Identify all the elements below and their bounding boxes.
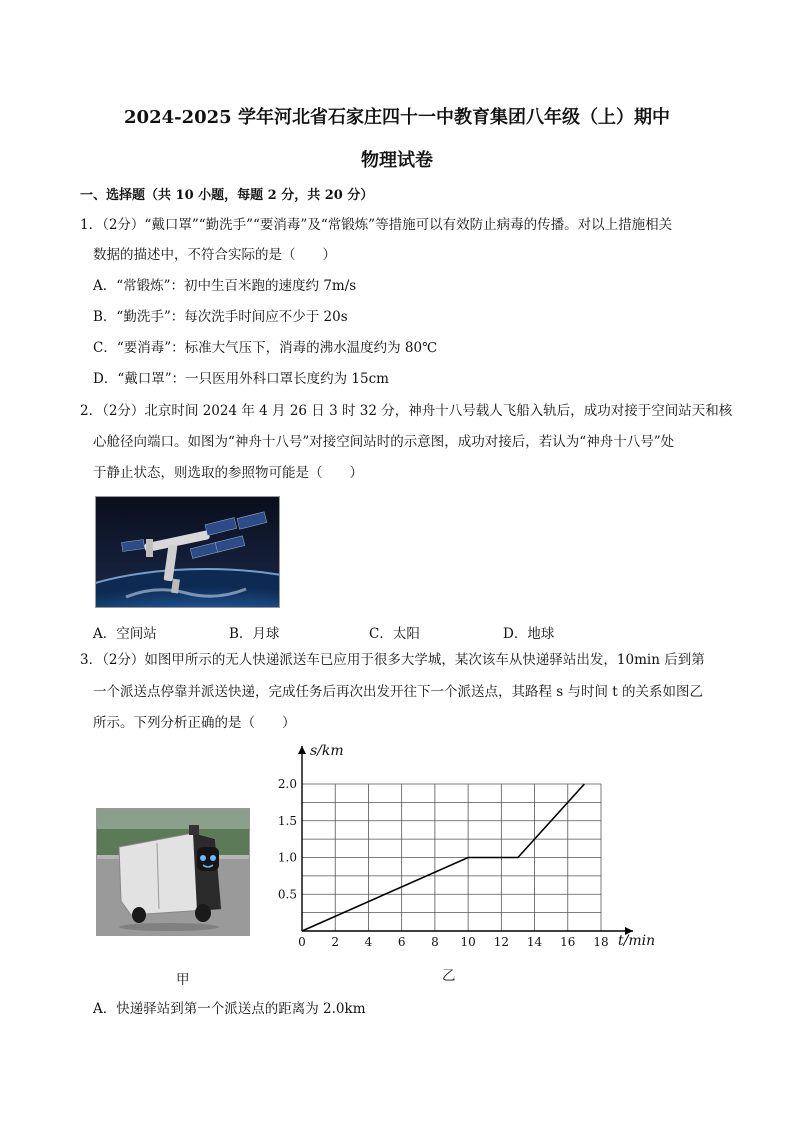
q2-option-b: B．月球 (229, 626, 280, 642)
x-tick-label: 0 (298, 935, 306, 949)
delivery-vehicle-photo (96, 808, 250, 936)
q2-stem-line3: 于静止状态，则选取的参照物可能是（ ） (93, 465, 363, 481)
x-tick-label: 4 (364, 935, 373, 949)
q3-option-a: A．快递驿站到第一个派送点的距离为 2.0km (93, 1001, 366, 1017)
chart-ticks (278, 777, 609, 949)
x-tick-label: 18 (593, 935, 609, 949)
q2-option-a: A．空间站 (93, 626, 157, 642)
x-tick-label: 14 (526, 935, 543, 949)
x-tick-label: 12 (493, 935, 509, 949)
q1-option-b: B．“勤洗手”：每次洗手时间应不少于 20s (93, 309, 348, 325)
chart-axes (298, 746, 633, 935)
y-tick-label: 0.5 (277, 887, 297, 902)
y-tick-label: 1.5 (277, 813, 297, 828)
section-heading: 一、选择题（共 10 小题，每题 2 分，共 20 分） (80, 188, 374, 203)
figure-jia-label: 甲 (176, 972, 190, 988)
s-t-chart (270, 738, 670, 953)
x-tick-label: 6 (397, 935, 406, 949)
q1-stem-line1: 1．（2分）“戴口罩”“勤洗手”“要消毒”及“常锻炼”等措施可以有效防止病毒的传播。对以上措施相关 (80, 217, 673, 233)
q2-option-c: C．太阳 (369, 626, 420, 642)
q1-option-c: C．“要消毒”：标准大气压下，消毒的沸水温度约为 80℃ (93, 340, 438, 356)
x-tick-label: 16 (560, 935, 576, 949)
q2-stem-line2: 心舱径向端口。如图为“神舟十八号”对接空间站时的示意图，成功对接后，若认为“神舟十八号”处 (93, 434, 675, 450)
q3-stem-line3: 所示。下列分析正确的是（ ） (93, 715, 296, 731)
space-station-photo (95, 496, 280, 608)
q1-option-d: D．“戴口罩”：一只医用外科口罩长度约为 15cm (93, 371, 389, 387)
x-tick-label: 8 (431, 935, 439, 949)
q2-stem-line1: 2．（2分）北京时间 2024 年 4 月 26 日 3 时 32 分，神舟十八号载人飞船入轨后，成功对接于空间站天和核 (80, 403, 733, 419)
x-axis-label: t/min (618, 933, 656, 949)
q1-stem-line2: 数据的描述中，不符合实际的是（ ） (93, 247, 336, 263)
y-tick-label: 1.0 (277, 850, 297, 865)
figure-yi-label: 乙 (442, 968, 456, 984)
x-tick-label: 2 (331, 935, 340, 949)
q1-option-a: A．“常锻炼”：初中生百米跑的速度约 7m/s (93, 278, 357, 294)
x-tick-label: 10 (460, 935, 476, 949)
q3-stem-line2: 一个派送点停靠并派送快递，完成任务后再次出发开往下一个派送点，其路程 s 与时间 t 的关系如图乙 (93, 684, 704, 700)
y-tick-label: 2.0 (277, 777, 297, 791)
q2-option-d: D．地球 (503, 626, 555, 642)
q3-stem-line1: 3．（2分）如图甲所示的无人快递派送车已应用于很多大学城，某次该车从快递驿站出发，10min 后到第 (80, 652, 705, 668)
exam-title-line2: 物理试卷 (361, 150, 433, 171)
exam-title-line1: 2024-2025 学年河北省石家庄四十一中教育集团八年级（上）期中 (124, 107, 670, 128)
chart-grid (302, 784, 601, 931)
y-axis-label: s/km (310, 743, 344, 759)
y-axis-arrow (298, 746, 306, 754)
